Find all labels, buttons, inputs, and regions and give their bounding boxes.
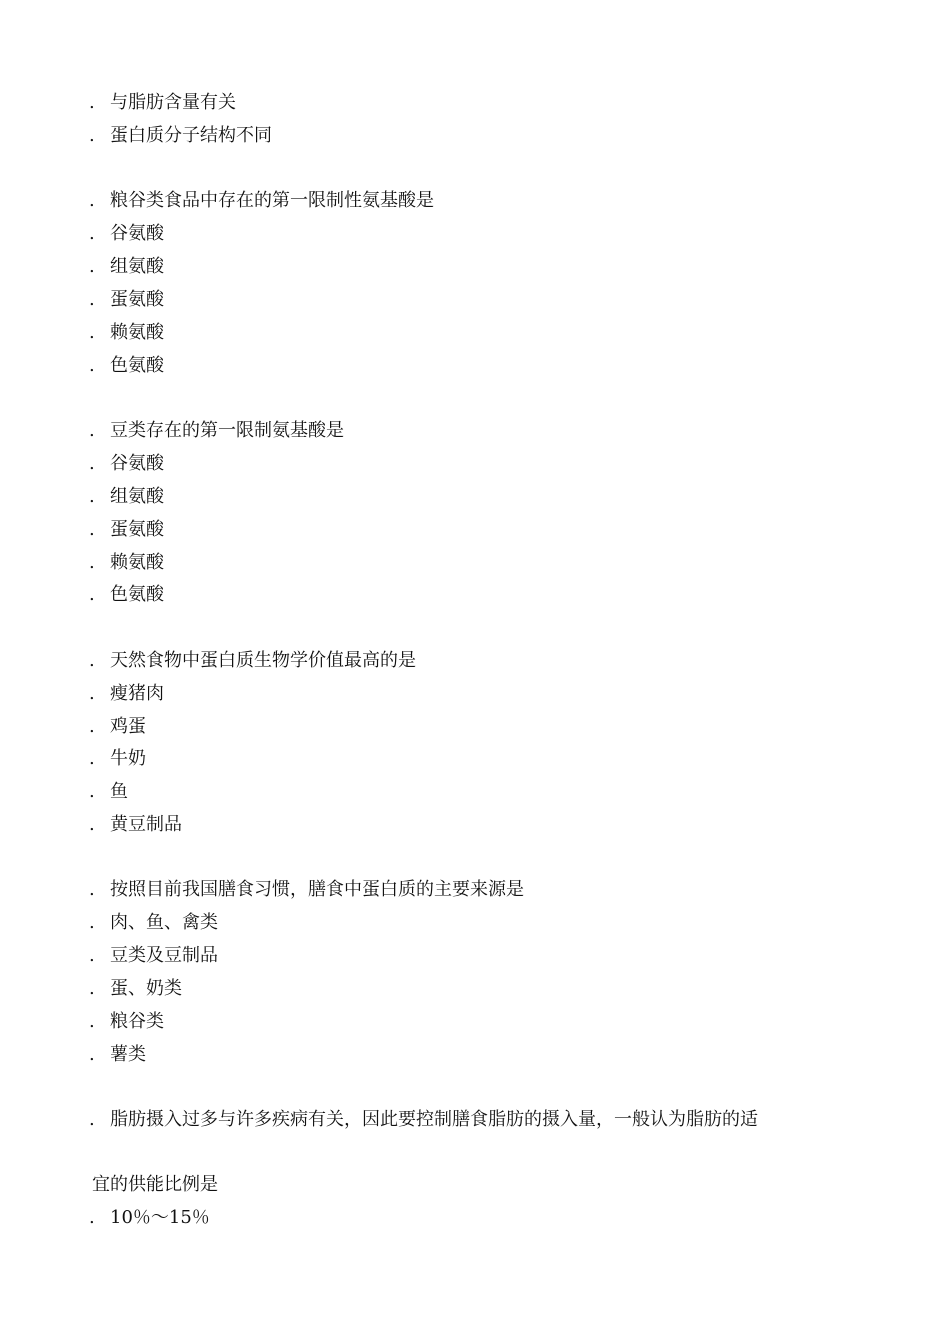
line-marker: . — [89, 1011, 95, 1032]
question-text: 天然食物中蛋白质生物学价值最高的是 — [110, 650, 416, 671]
option-line — [89, 550, 164, 576]
question-line — [89, 418, 344, 444]
line-marker: . — [89, 584, 95, 605]
option-text: 瘦猪肉 — [110, 683, 164, 704]
option-text: 色氨酸 — [110, 355, 164, 376]
line-marker: . — [89, 879, 95, 900]
question-text: 脂肪摄入过多与许多疾病有关，因此要控制膳食脂肪的摄入量，一般认为脂肪的适 — [110, 1109, 758, 1130]
line-marker: . — [89, 322, 95, 343]
option-text: 赖氨酸 — [110, 552, 164, 573]
option-line — [89, 484, 164, 510]
option-line — [89, 681, 164, 707]
option-line — [89, 1009, 164, 1035]
line-marker: . — [89, 420, 95, 441]
option-text: 蛋、奶类 — [110, 978, 182, 999]
line-marker: . — [89, 716, 95, 737]
question-text: 粮谷类食品中存在的第一限制性氨基酸是 — [110, 190, 434, 211]
line-marker: . — [89, 650, 95, 671]
option-text: 薯类 — [110, 1044, 146, 1065]
line-marker: . — [89, 289, 95, 310]
line-marker: . — [89, 519, 95, 540]
option-line — [89, 254, 164, 280]
option-text: 组氨酸 — [110, 486, 164, 507]
option-line — [89, 714, 146, 740]
line-marker: . — [89, 1044, 95, 1065]
option-text: 肉、鱼、禽类 — [110, 912, 218, 933]
option-line — [89, 451, 164, 477]
line-marker: . — [89, 781, 95, 802]
line-marker: . — [89, 453, 95, 474]
line-marker: . — [89, 748, 95, 769]
question-continuation-line — [92, 1172, 218, 1198]
option-text: 豆类及豆制品 — [110, 945, 218, 966]
option-line — [89, 976, 182, 1002]
option-line — [89, 1205, 210, 1231]
line-marker: . — [89, 1109, 95, 1130]
option-line — [89, 517, 164, 543]
option-text: 谷氨酸 — [110, 223, 164, 244]
question-line — [89, 648, 416, 674]
option-line — [89, 123, 272, 149]
option-text: 组氨酸 — [110, 256, 164, 277]
option-text: 蛋氨酸 — [110, 289, 164, 310]
question-line — [89, 1107, 758, 1133]
line-marker: . — [89, 814, 95, 835]
line-marker: . — [89, 190, 95, 211]
option-line — [89, 910, 218, 936]
option-line — [89, 287, 164, 313]
question-continuation-text: 宜的供能比例是 — [92, 1174, 218, 1195]
line-marker: . — [89, 125, 95, 146]
option-text: 蛋白质分子结构不同 — [110, 125, 272, 146]
option-text: 色氨酸 — [110, 584, 164, 605]
line-marker: . — [89, 1207, 95, 1228]
line-marker: . — [89, 256, 95, 277]
option-text: 粮谷类 — [110, 1011, 164, 1032]
question-text: 按照目前我国膳食习惯，膳食中蛋白质的主要来源是 — [110, 879, 524, 900]
option-text: 鸡蛋 — [110, 716, 146, 737]
line-marker: . — [89, 355, 95, 376]
option-text: 10％～15％ — [110, 1207, 210, 1228]
option-text: 牛奶 — [110, 748, 146, 769]
option-line — [89, 90, 236, 116]
option-text: 鱼 — [110, 781, 128, 802]
option-text: 黄豆制品 — [110, 814, 182, 835]
line-marker: . — [89, 912, 95, 933]
option-line — [89, 353, 164, 379]
option-text: 蛋氨酸 — [110, 519, 164, 540]
line-marker: . — [89, 223, 95, 244]
line-marker: . — [89, 683, 95, 704]
line-marker: . — [89, 945, 95, 966]
line-marker: . — [89, 552, 95, 573]
option-line — [89, 779, 128, 805]
option-line — [89, 221, 164, 247]
option-text: 与脂肪含量有关 — [110, 92, 236, 113]
option-text: 赖氨酸 — [110, 322, 164, 343]
option-line — [89, 1042, 146, 1068]
line-marker: . — [89, 978, 95, 999]
line-marker: . — [89, 486, 95, 507]
line-marker: . — [89, 92, 95, 113]
option-line — [89, 943, 218, 969]
option-line — [89, 582, 164, 608]
option-line — [89, 812, 182, 838]
question-line — [89, 877, 524, 903]
option-text: 谷氨酸 — [110, 453, 164, 474]
option-line — [89, 320, 164, 346]
question-text: 豆类存在的第一限制氨基酸是 — [110, 420, 344, 441]
question-line — [89, 188, 434, 214]
option-line — [89, 746, 146, 772]
